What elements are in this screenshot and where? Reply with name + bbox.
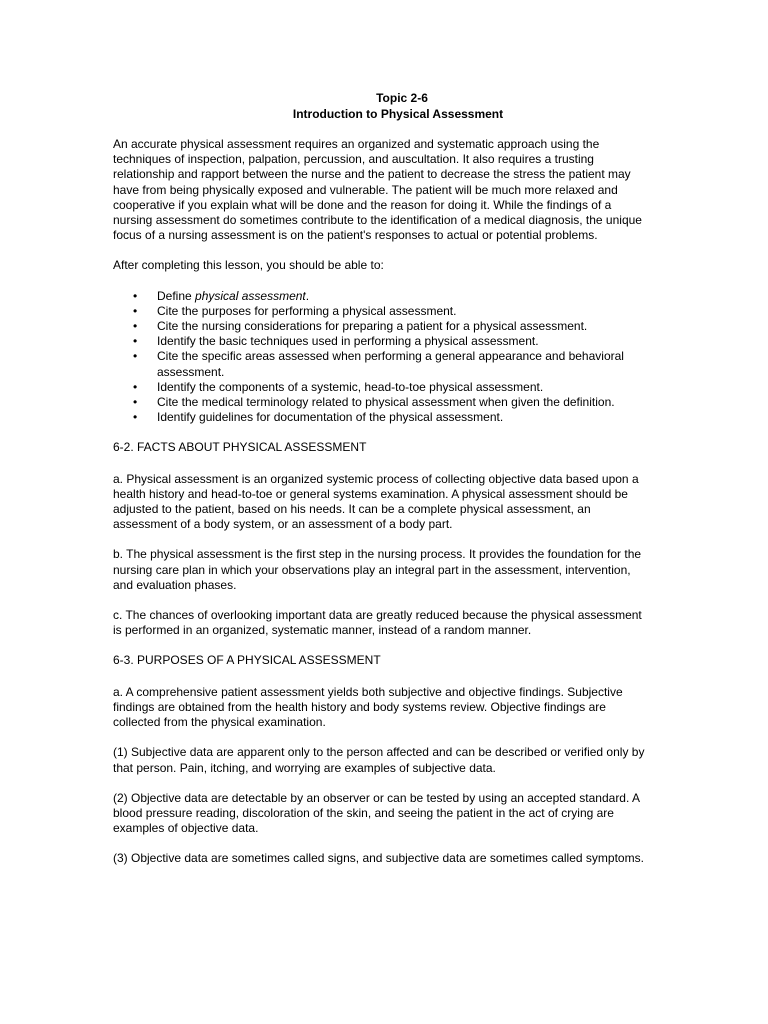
document-body — [113, 137, 653, 882]
bullet-icon: • — [133, 319, 138, 334]
section-6-2-paragraph-b: b. The physical assessment is the first step in the nursing process. It provides the foundation for the nursing care plan in which your observations play an integral part in the assessment, intervention, and evaluation phases. — [113, 547, 642, 592]
section-6-2-paragraph-c: c. The chances of overlooking important data are greatly reduced because the physical assessment is performed in an organized, systematic manner, instead of a random manner. — [113, 608, 642, 638]
objective-text: Identify guidelines for documentation of the physical assessment. — [157, 410, 504, 425]
section-heading-6-3: 6-3. PURPOSES OF A PHYSICAL ASSESSMENT — [113, 653, 381, 668]
objective-item — [113, 319, 653, 334]
title-block — [0, 90, 768, 122]
objective-item — [113, 334, 653, 349]
objective-text: Cite the nursing considerations for preparing a patient for a physical assessment. — [157, 319, 588, 334]
page-title: Introduction to Physical Assessment — [292, 107, 504, 121]
section-6-3-paragraph-3: (3) Objective data are sometimes called signs, and subjective data are sometimes called symptoms. — [113, 851, 644, 866]
objective-prefix: Define — [157, 288, 196, 303]
objectives-lead-in: After completing this lesson, you should be able to: — [113, 258, 384, 273]
bullet-icon: • — [133, 379, 138, 394]
objective-emphasis: physical assessment — [195, 288, 306, 303]
bullet-icon: • — [133, 349, 138, 364]
bullet-icon: • — [133, 334, 138, 349]
objective-text: Identify the basic techniques used in performing a physical assessment. — [157, 334, 539, 349]
bullet-icon: • — [133, 410, 138, 425]
objective-item — [113, 380, 653, 395]
section-6-3-paragraph-1: (1) Subjective data are apparent only to the person affected and can be described or verified only by that person. Pain, itching, and worrying are examples of subjective data. — [113, 745, 645, 775]
intro-paragraph: An accurate physical assessment requires an organized and systematic approach using the techniques of inspection, palpation, percussion, and auscultation. It also requires a trusting relationship and rapport between the nurse and the patient to decrease the stress the patient may have from being physically exposed and vulnerable. The patient will be much more relaxed and cooperative if you explain what will be done and the reason for doing it. While the findings of a nursing assessment do sometimes contribute to the identification of a medical diagnosis, the unique focus of a nursing assessment is on the patient's responses to actual or potential problems. — [113, 137, 642, 243]
section-heading-6-2: 6-2. FACTS ABOUT PHYSICAL ASSESSMENT — [113, 440, 367, 455]
objective-item — [113, 304, 653, 319]
objective-suffix: . — [305, 288, 310, 303]
objective-text: Identify the components of a systemic, head-to-toe physical assessment. — [157, 379, 544, 394]
objective-item — [113, 349, 653, 379]
objective-item — [113, 395, 653, 410]
topic-label: Topic 2-6 — [376, 91, 428, 105]
section-6-2-paragraph-a: a. Physical assessment is an organized systemic process of collecting objective data based upon a health history and head-to-toe or general systems examination. A physical assessment should be adjusted to the patient, based on his needs. It can be a complete physical assessment, an assessment of a body system, or an assessment of a body part. — [113, 471, 639, 532]
objective-text: Cite the purposes for performing a physical assessment. — [157, 303, 457, 318]
section-6-3-paragraph-a: a. A comprehensive patient assessment yields both subjective and objective findings. Subjective findings are obtained from the health history and body systems review. Objective findings are collected from the physical examination. — [113, 684, 623, 730]
objectives-list — [113, 289, 653, 426]
objective-item — [113, 410, 653, 425]
bullet-icon: • — [133, 303, 138, 318]
objective-text: Cite the specific areas assessed when performing a general appearance and behavioral assessment. — [157, 349, 624, 379]
bullet-icon: • — [133, 395, 138, 410]
objective-item — [113, 289, 653, 304]
bullet-icon: • — [133, 288, 138, 303]
objective-text: Cite the medical terminology related to physical assessment when given the definition. — [157, 395, 615, 410]
section-6-3-paragraph-2: (2) Objective data are detectable by an observer or can be tested by using an accepted standard. A blood pressure reading, discoloration of the skin, and seeing the patient in the act of crying are examples of objective data. — [113, 790, 640, 836]
